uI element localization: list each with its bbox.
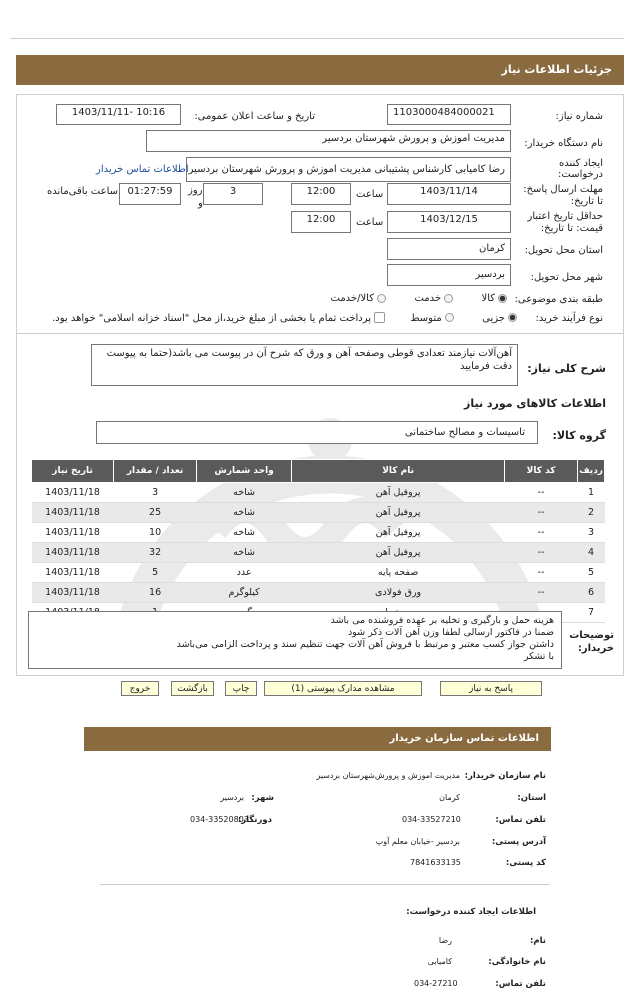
contact-org-label: نام سازمان خریدار: [464, 771, 546, 781]
contact-header [84, 727, 551, 751]
deadline-date-field: 1403/11/14 [387, 183, 511, 205]
cell-row: 1 [578, 483, 605, 503]
back-button[interactable]: بازگشت [171, 681, 214, 696]
category-options [331, 293, 511, 304]
validity-date-field: 1403/12/15 [387, 211, 511, 233]
cell-name: صفحه پایه [292, 563, 505, 583]
cell-code: -- [505, 563, 578, 583]
remaining-label: ساعت باقی‌مانده [47, 186, 119, 197]
table-row [32, 583, 605, 603]
contact-phone: 034-33527210 [402, 815, 461, 824]
buyer-org-field: مدیریت اموزش و پرورش شهرستان بردسیر [146, 130, 511, 152]
contact-province-label: استان: [517, 793, 546, 803]
need-number-label: شماره نیاز: [555, 111, 603, 122]
cell-qty: 10 [114, 523, 197, 543]
goods-group-field: تاسیسات و مصالح ساختمانی [96, 421, 538, 444]
contact-fax-label: دورنگار: [237, 815, 272, 825]
creator-family-label: نام خانوادگی: [488, 957, 546, 967]
announce-field: 1403/11/11- 10:16 [56, 104, 181, 125]
top-divider [10, 38, 624, 39]
validity-time-field: 12:00 [291, 211, 351, 233]
contact-province: کرمان [439, 793, 460, 802]
col-row: ردیف [578, 460, 605, 483]
contact-address-label: آدرس پستی: [491, 837, 546, 847]
table-row [32, 483, 605, 503]
and-label: و [198, 198, 203, 209]
table-row [32, 503, 605, 523]
cell-name: پروفیل آهن [292, 483, 505, 503]
cell-code: -- [505, 523, 578, 543]
contact-postal: 7841633135 [410, 858, 461, 867]
contact-address: بردسیر -خیابان معلم آوپ [375, 837, 460, 846]
buyer-notes-box [28, 611, 562, 669]
page-header-title: جزئیات اطلاعات نیاز [501, 63, 612, 76]
contact-fax: 034-33520803 [190, 815, 249, 824]
creator-section-label: اطلاعات ایجاد کننده درخواست: [406, 907, 536, 917]
contact-divider [100, 884, 550, 885]
radio-checked-icon [508, 313, 517, 322]
province-field: کرمان [387, 238, 511, 260]
col-unit: واحد شمارش [197, 460, 292, 483]
cell-date: 1403/11/18 [32, 563, 114, 583]
radio-icon [445, 313, 454, 322]
announce-label: تاریخ و ساعت اعلان عمومی: [194, 111, 315, 122]
contact-postal-label: کد پستی: [505, 858, 546, 868]
cell-unit: شاخه [197, 523, 292, 543]
contact-city-label: شهر: [251, 793, 274, 803]
checkbox-icon [374, 312, 385, 323]
cell-qty: 3 [114, 483, 197, 503]
province-label: استان محل تحویل: [524, 245, 603, 256]
goods-group-label: گروه کالا: [552, 429, 606, 442]
summary-text: آهن‌آلات نیازمند تعدادی قوطی وصفحه آهن و ورق که شرح آن در پیوست می باشد(حتما به پیوست دقت فرمایید [91, 344, 518, 386]
goods-table [31, 459, 605, 623]
cell-name: پروفیل آهن [292, 503, 505, 523]
goods-table-header [32, 460, 605, 483]
creator-label: ایجاد کننده درخواست: [558, 158, 603, 180]
cell-code: -- [505, 483, 578, 503]
note-line: با تشکر [523, 651, 554, 662]
creator-field: رضا کامیابی کارشناس پشتیبانی مدیریت اموزش و پرورش شهرستان بردسیر [186, 157, 511, 182]
cell-date: 1403/11/18 [32, 583, 114, 603]
validity-time-label: ساعت [356, 217, 384, 228]
category-radio-goods[interactable]: کالا [481, 293, 510, 304]
table-row [32, 563, 605, 583]
cell-name: پروفیل آهن [292, 523, 505, 543]
contact-city: بردسیر [220, 793, 244, 802]
section-divider [16, 333, 624, 334]
cell-code: -- [505, 543, 578, 563]
cell-row: 4 [578, 543, 605, 563]
cell-unit: شاخه [197, 483, 292, 503]
cell-unit: کیلوگرم [197, 583, 292, 603]
cell-qty: 16 [114, 583, 197, 603]
cell-unit: عدد [197, 563, 292, 583]
col-name: نام کالا [292, 460, 505, 483]
reply-button[interactable]: پاسخ به نیاز [440, 681, 542, 696]
deadline-label: مهلت ارسال پاسخ: تا تاریخ: [523, 184, 603, 207]
summary-label: شرح کلی نیاز: [527, 362, 606, 375]
city-label: شهر محل تحویل: [530, 272, 603, 283]
buyer-notes-label: توضیحات خریدار: [569, 630, 614, 654]
cell-date: 1403/11/18 [32, 523, 114, 543]
radio-icon [377, 294, 386, 303]
cell-unit: شاخه [197, 543, 292, 563]
creator-name: رضا [438, 936, 452, 945]
cell-qty: 5 [114, 563, 197, 583]
validity-label: حداقل تاریخ اعتبار قیمت: تا تاریخ: [527, 211, 603, 234]
buyer-contact-link[interactable]: اطلاعات تماس خریدار [96, 164, 189, 175]
cell-unit: شاخه [197, 503, 292, 523]
process-radio-minor[interactable]: جزیی [482, 313, 520, 324]
exit-button[interactable]: خروج [121, 681, 159, 696]
cell-name: پروفیل آهن [292, 543, 505, 563]
page-header [16, 55, 624, 85]
radio-checked-icon [498, 294, 507, 303]
note-line: ضمنا در فاکتور ارسالی لطفا وزن آهن آلات ذکر شود [347, 627, 554, 638]
cell-row: 7 [578, 603, 605, 623]
cell-row: 5 [578, 563, 605, 583]
creator-phone: 034-27210 [414, 979, 458, 988]
cell-qty: 25 [114, 503, 197, 523]
creator-phone-label: تلفن تماس: [495, 979, 546, 989]
col-date: تاریخ نیاز [32, 460, 114, 483]
cell-row: 2 [578, 503, 605, 523]
col-code: کد کالا [505, 460, 578, 483]
note-line: داشتن جواز کسب معتبر و مرتبط با فروش آهن آلات جهت تنظیم سند و پرداخت الزامی می‌باشد [176, 639, 554, 650]
process-label: نوع فرآیند خرید: [535, 313, 603, 324]
cell-name: ورق فولادی [292, 583, 505, 603]
note-line: هزینه حمل و بارگیری و تخلیه بر عهده فروشنده می باشد [330, 615, 554, 626]
table-row [32, 523, 605, 543]
buyer-org-label: نام دستگاه خریدار: [524, 138, 603, 149]
contact-phone-label: تلفن تماس: [495, 815, 546, 825]
remaining-time-field: 01:27:59 [119, 183, 181, 205]
process-radio-medium[interactable]: متوسط [410, 313, 456, 324]
category-radio-service[interactable]: خدمت [414, 293, 456, 304]
attachments-button[interactable]: مشاهده مدارک پیوستی (1) [264, 681, 422, 696]
contact-header-title: اطلاعات تماس سازمان خریدار [389, 733, 539, 744]
category-label: طبقه بندی موضوعی: [514, 294, 603, 305]
goods-section-title: اطلاعات کالاهای مورد نیاز [464, 397, 606, 410]
deadline-time-field: 12:00 [291, 183, 351, 205]
cell-date: 1403/11/18 [32, 483, 114, 503]
print-button[interactable]: چاپ [225, 681, 257, 696]
col-qty: تعداد / مقدار [114, 460, 197, 483]
need-number-field: 1103000484000021 [387, 104, 511, 125]
process-options [52, 312, 520, 324]
city-field: بردسیر [387, 264, 511, 286]
cell-row: 6 [578, 583, 605, 603]
cell-date: 1403/11/18 [32, 503, 114, 523]
table-row [32, 543, 605, 563]
treasury-checkbox[interactable]: پرداخت تمام یا بخشی از مبلغ خرید،از محل "اسناد خزانه اسلامی" خواهد بود. [52, 313, 388, 324]
category-radio-both[interactable]: کالا/خدمت [331, 293, 390, 304]
contact-org: مدیریت اموزش و پرورش‌شهرستان بردسیر [316, 771, 460, 780]
deadline-time-label: ساعت [356, 189, 384, 200]
days-label: روز [188, 185, 203, 196]
cell-qty: 32 [114, 543, 197, 563]
cell-date: 1403/11/18 [32, 543, 114, 563]
radio-icon [444, 294, 453, 303]
creator-family: کامیابی [427, 957, 452, 966]
cell-code: -- [505, 503, 578, 523]
creator-name-label: نام: [529, 936, 546, 946]
days-field: 3 [203, 183, 263, 205]
cell-row: 3 [578, 523, 605, 543]
cell-code: -- [505, 583, 578, 603]
